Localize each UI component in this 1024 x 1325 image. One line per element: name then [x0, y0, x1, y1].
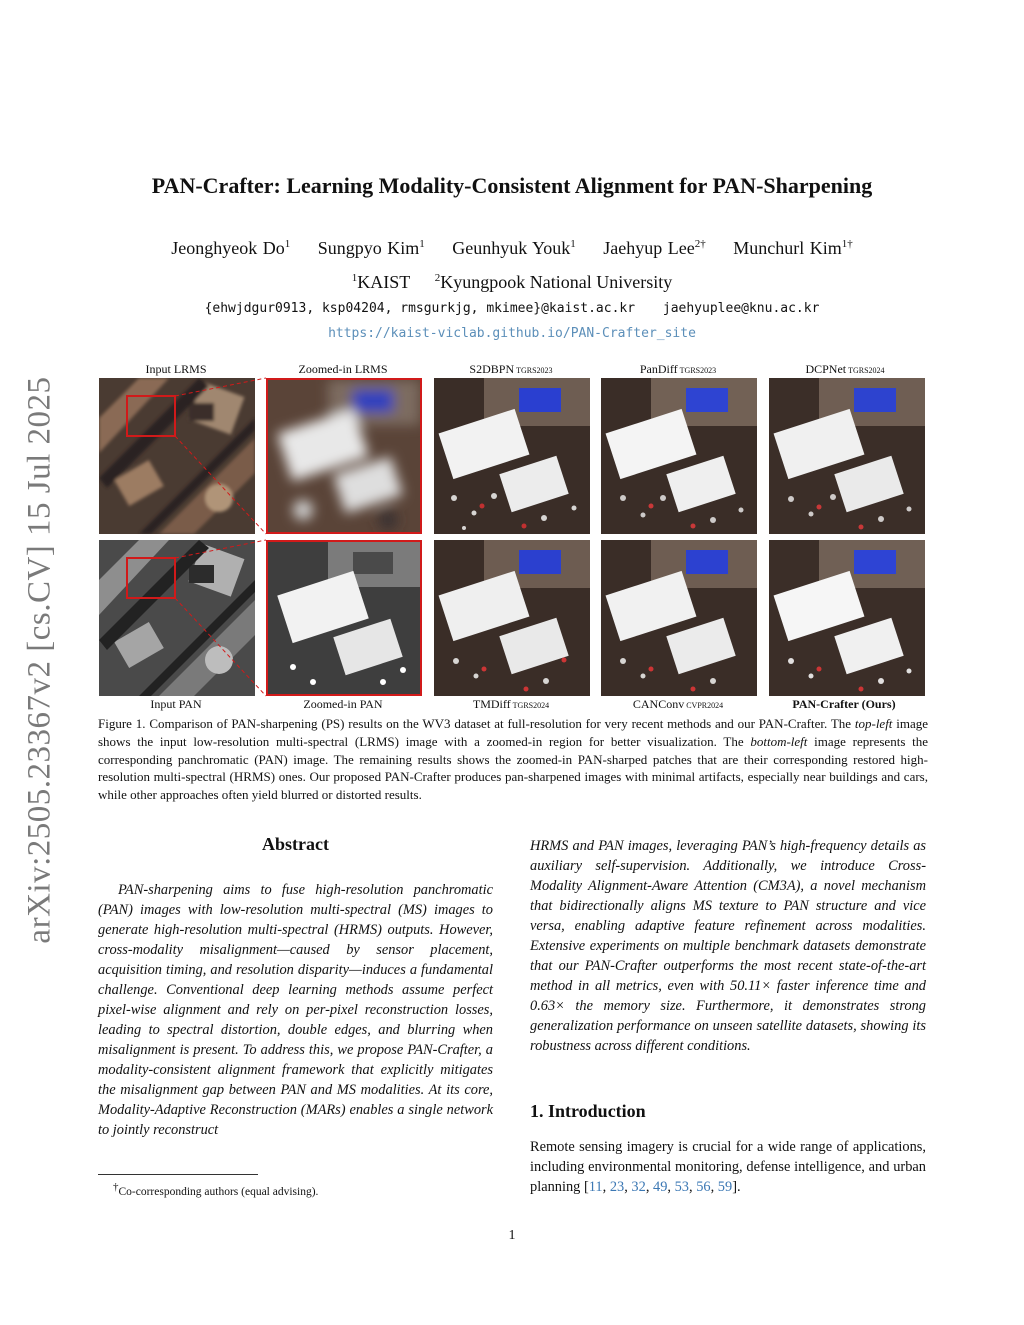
citation-link[interactable]: 32	[631, 1179, 646, 1195]
citation-link[interactable]: 56	[696, 1179, 711, 1195]
project-site-link[interactable]: https://kaist-viclab.github.io/PAN-Crafter_site	[328, 326, 696, 341]
abstract-text-col1: PAN-sharpening aims to fuse high-resolution panchromatic (PAN) images with low-resolution multi-spectral (MS) images to generate high-resolution multi-spectral (HRMS) outputs. However, cross-modality misalignment—caused by sensor placement, acquisition timing, and resolution disparity—induces a fundamental challenge. Conventional deep learning methods assume perfect pixel-wise alignment and rely on per-pixel reconstruction losses, leading to spectral distortion, double edges, and blurring when misalignment is present. To address this, we propose PAN-Crafter, a modality-consistent alignment framework that explicitly mitigates the misalignment gap between PAN and MS modalities. At its core, Modality-Adaptive Reconstruction (MARs) enables a single network to jointly reconstruct	[98, 882, 493, 1138]
email-kaist: {ehwjdgur0913, ksp04204, rmsgurkjg, mkimee}@kaist.ac.kr	[204, 301, 636, 316]
author: Jeonghyeok Do$^1$	[171, 238, 291, 258]
author: Munchurl Kim$^{1\dagger}$	[733, 238, 853, 258]
abstract-text-col2: HRMS and PAN images, leveraging PAN’s high-frequency details as auxiliary self-supervision. Additionally, we introduce Cross-Modality Alignment-Aware Attention (CM3A), a novel mechanism that bidirectionally aligns MS texture to PAN structure and vice versa, enabling adaptive feature refinement across modalities. Extensive experiments on multiple benchmark datasets demonstrate that our PAN-Crafter outperforms the most recent state-of-the-art method in all metrics, even with 50.11× faster inference time and 0.63× the memory size. Furthermore, it demonstrates strong generalization performance on unseen satellite datasets, showing its robustness across different conditions.	[530, 838, 926, 1054]
label-tmdiff: TMDiff TGRS2024	[472, 697, 550, 711]
footnote: †Co-corresponding authors (equal advising).	[113, 1181, 319, 1198]
author: Jaehyup Lee$^{2\dagger}$	[603, 238, 706, 258]
label-zoomed-lrms: Zoomed-in LRMS	[298, 362, 388, 376]
label-input-pan: Input PAN	[150, 697, 202, 711]
label-canconv: CANConv CVPR2024	[632, 697, 724, 711]
section-heading-introduction: 1. Introduction	[530, 1101, 646, 1121]
email-knu: jaehyuplee@knu.ac.kr	[662, 301, 820, 316]
citation-link[interactable]: 11	[588, 1179, 603, 1195]
label-pandiff: PanDiff TGRS2023	[639, 362, 717, 376]
affiliation: $^2$Kyungpook National University	[434, 272, 673, 292]
author: Sungpyo Kim$^1$	[317, 238, 425, 258]
label-input-lrms: Input LRMS	[145, 362, 207, 376]
arxiv-sidebar-id: arXiv:2505.23367v2 [cs.CV] 15 Jul 2025	[21, 376, 58, 944]
figure-caption: Figure 1. Comparison of PAN-sharpening (PS) results on the WV3 dataset at full-resolution for very recent methods and our PAN-Crafter. The top-left image shows the input low-resolution multi-spectral (LRMS) image with a zoomed-in region for better visualization. The bottom-left image represents the corresponding panchromatic (PAN) image. The remaining results shows the zoomed-in PAN-sharped patches that are their corresponding restored high-resolution multi-spectral (HRMS) ones. Our proposed PAN-Crafter produces pan-sharpened images with minimal artifacts, especially near buildings and cars, while other approaches often yield blurred or distorted results.	[98, 716, 929, 803]
citation-link[interactable]: 59	[717, 1179, 733, 1195]
author: Geunhyuk Youk$^1$	[452, 238, 576, 258]
label-s2dbpn: S2DBPN TGRS2023	[469, 362, 553, 376]
citation-link[interactable]: 53	[674, 1179, 689, 1195]
label-dcpnet: DCPNet TGRS2024	[805, 362, 885, 376]
label-pan-crafter: PAN-Crafter (Ours)	[792, 697, 896, 711]
affiliation: $^1$KAIST	[351, 272, 411, 292]
paper-title: PAN-Crafter: Learning Modality-Consistent Alignment for PAN-Sharpening	[151, 173, 873, 198]
intro-paragraph: Remote sensing imagery is crucial for a wide range of applications, including environmental monitoring, defense intelligence, and urban planning [11, 23, 32, 49, 53, 56, 59].	[530, 1139, 926, 1195]
label-zoomed-pan: Zoomed-in PAN	[303, 697, 383, 711]
abstract-heading: Abstract	[262, 834, 329, 854]
citation-link[interactable]: 49	[653, 1179, 668, 1195]
footnote-divider	[98, 1174, 258, 1175]
page-number: 1	[508, 1228, 516, 1243]
citation-link[interactable]: 23	[609, 1179, 625, 1195]
